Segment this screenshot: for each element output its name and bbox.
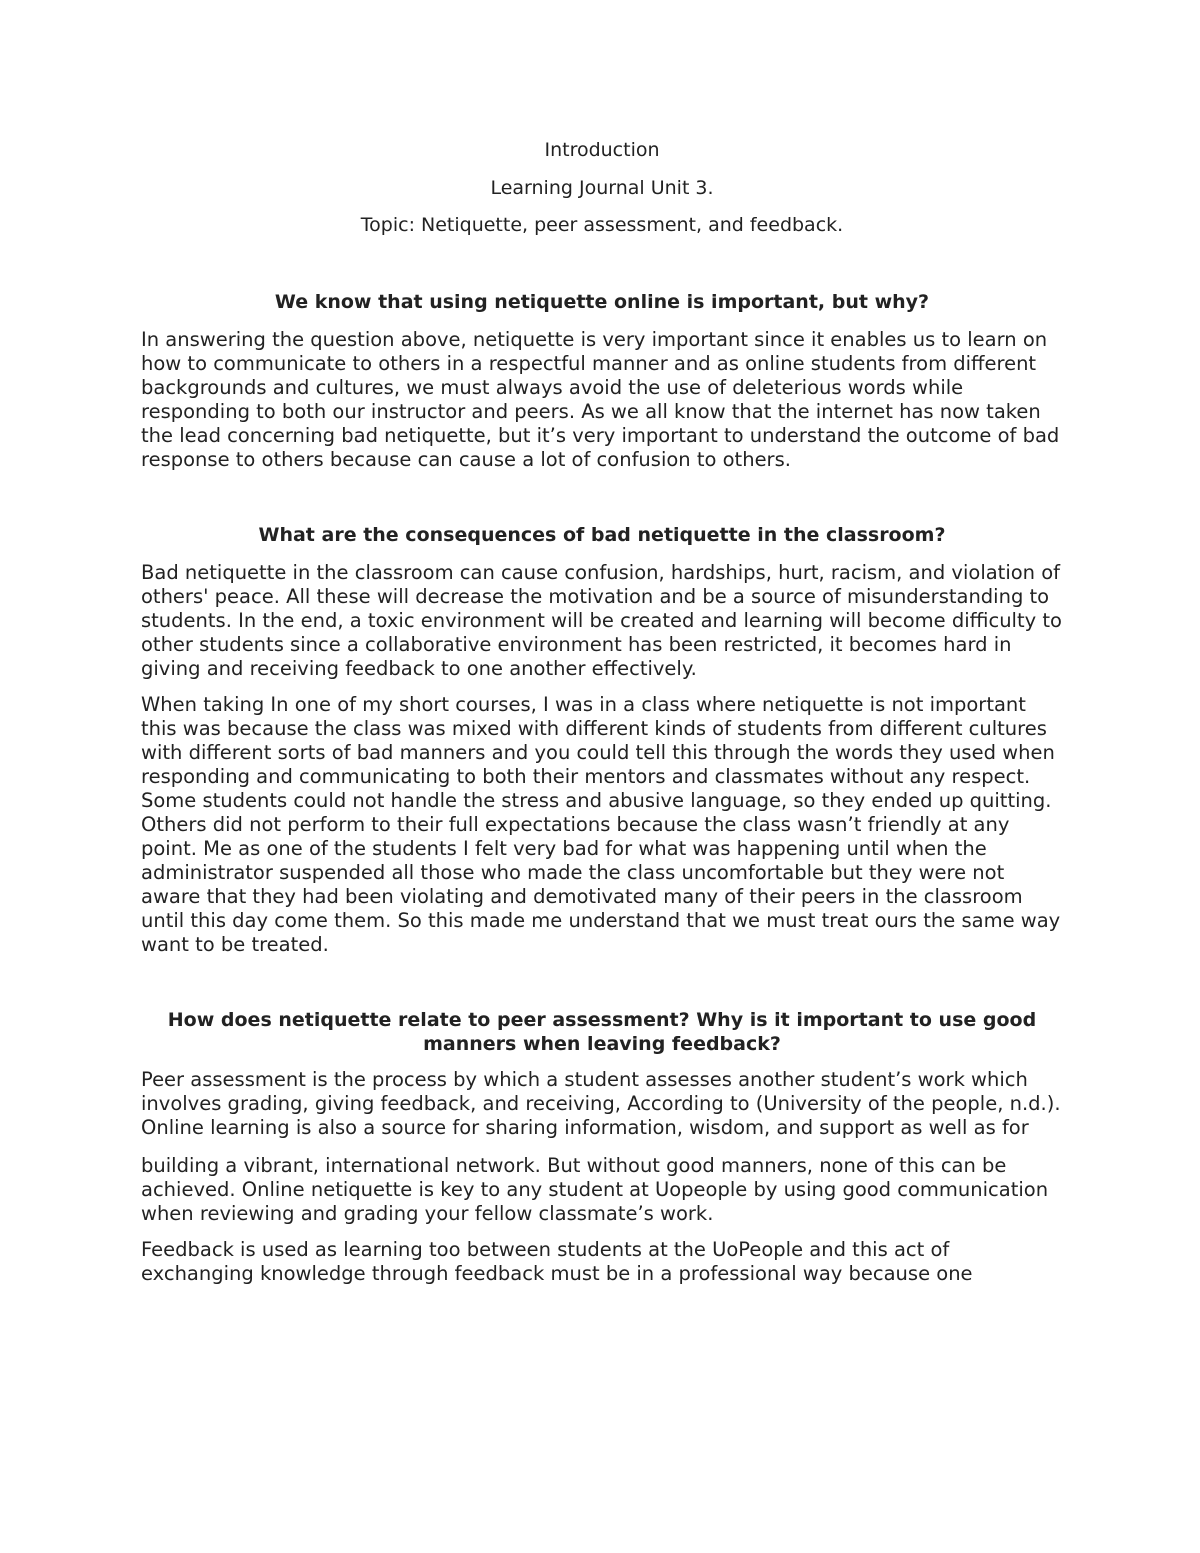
section-paragraph: Bad netiquette in the classroom can cause confusion, hardships, hurt, racism, and violation of others' peace. All these will decrease the motivation and be a source of misunderstanding to students. In the end, a toxic environment will be created and learning will become difficulty to other students since a collaborative environment has been restricted, it becomes hard in giving and receiving feedback to one another effectively. (141, 561, 1062, 680)
section-paragraph: Feedback is used as learning too between students at the UoPeople and this act of exchanging knowledge through feedback must be in a professional way because one (141, 1238, 973, 1285)
document-page (141, 138, 1063, 1286)
document-header (141, 138, 1063, 237)
section-heading-consequences: What are the consequences of bad netiquette in the classroom? (258, 524, 946, 546)
section-paragraph: When taking In one of my short courses, I was in a class where netiquette is not important this was because the class was mixed with different kinds of students from different cultures with different sorts of bad manners and you could tell this through the words they used when responding and communicating to both their mentors and classmates without any respect. Some students could not handle the stress and abusive language, so they ended up quitting. Others did not perform to their full expectations because the class wasn’t friendly at any point. Me as one of the students I felt very bad for what was happening until when the administrator suspended all those who made the class uncomfortable but they were not aware that they had been violating and demotivated many of their peers in the classroom until this day come them. So this made me understand that we must treat ours the same way want to be treated. (141, 693, 1061, 956)
section-paragraph: In answering the question above, netiquette is very important since it enables us to learn on how to communicate to others in a respectful manner and as online students from different backgrounds and cultures, we must always avoid the use of deleterious words while responding to both our instructor and peers. As we all know that the internet has now taken the lead concerning bad netiquette, but it’s very important to understand the outcome of bad response to others because can cause a lot of confusion to others. (141, 328, 1060, 471)
header-topic: Topic: Netiquette, peer assessment, and feedback. (360, 214, 844, 236)
header-introduction: Introduction (544, 139, 660, 161)
section-heading-peer-assessment: How does netiquette relate to peer assessment? Why is it important to use good manners when leaving feedback? (167, 1009, 1037, 1055)
header-journal-unit: Learning Journal Unit 3. (490, 177, 714, 199)
section-heading-why-netiquette: We know that using netiquette online is important, but why? (274, 291, 930, 313)
section-paragraph: building a vibrant, international network. But without good manners, none of this can be achieved. Online netiquette is key to any student at Uopeople by using good communication when reviewing and grading your fellow classmate’s work. (141, 1154, 1049, 1225)
section-paragraph: Peer assessment is the process by which a student assesses another student’s work which involves grading, giving feedback, and receiving, According to (University of the people, n.d.). Online learning is also a source for sharing information, wisdom, and support as well as for (141, 1068, 1061, 1139)
